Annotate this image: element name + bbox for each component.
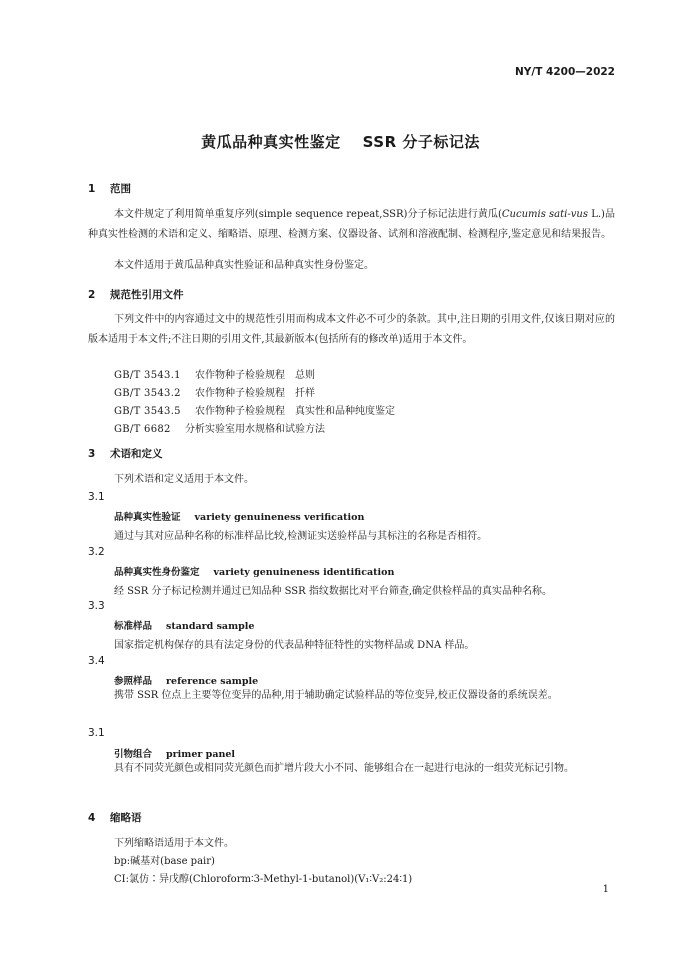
reference-item	[114, 366, 315, 381]
term-definition: 经 SSR 分子标记检测并通过已知品种 SSR 指纹数据比对平台筛查,确定供检样品的真实品种名称。	[114, 586, 553, 597]
scope-paragraph-2: 本文件适用于黄瓜品种真实性验证和品种真实性身份鉴定。	[114, 260, 374, 271]
reference-name: 农作物种子检验规程 真实性和品种纯度鉴定	[195, 406, 395, 417]
term-number: 3.3	[88, 600, 105, 612]
section-title: 缩略语	[110, 812, 142, 824]
term-heading	[114, 564, 394, 578]
term-definition: 国家指定机构保存的具有法定身份的代表品种特征特性的实物样品或 DNA 样品。	[114, 640, 475, 651]
reference-item	[114, 402, 395, 417]
title-part-2: SSR 分子标记法	[362, 133, 480, 151]
term-en: standard sample	[166, 621, 255, 632]
term-number: 3.2	[88, 546, 105, 558]
term-cn: 品种真实性身份鉴定	[114, 567, 200, 578]
terms-intro: 下列术语和定义适用于本文件。	[114, 474, 254, 485]
term-en: reference sample	[166, 676, 259, 687]
reference-name: 农作物种子检验规程 扦样	[195, 388, 315, 399]
section-title: 范围	[110, 183, 131, 195]
page-number: 1	[602, 884, 609, 895]
term-definition: 通过与其对应品种名称的标准样品比较,检测证实送验样品与其标注的名称是否相符。	[114, 531, 488, 542]
abbreviations-intro: 下列缩略语适用于本文件。	[114, 838, 234, 849]
document-code: NY/T 4200—2022	[515, 66, 615, 78]
scope-paragraph-1: 本文件规定了利用简单重复序列(simple sequence repeat,SSR)分子标记法进行黄瓜(Cucumis sati-vus L.)品种真实性检测的术语和定义、缩略语、原理、检测方案、仪器设备、试剂和溶液配制、检测程序,鉴定意见和结果报告。	[88, 209, 615, 240]
term-en: variety genuineness identification	[213, 567, 395, 578]
section-title: 术语和定义	[110, 448, 163, 460]
abbreviation-item: bp:碱基对(base pair)	[114, 856, 215, 867]
term-number: 3.1	[88, 491, 105, 503]
term-heading	[114, 746, 235, 760]
term-heading	[114, 618, 254, 632]
reference-name: 农作物种子检验规程 总则	[195, 370, 315, 381]
section-2-heading	[88, 287, 184, 302]
reference-name: 分析实验室用水规格和试验方法	[185, 424, 325, 435]
term-heading	[114, 673, 258, 687]
section-3-heading	[88, 446, 163, 461]
term-cn: 标准样品	[114, 621, 153, 632]
reference-item	[114, 384, 315, 399]
term-cn: 品种真实性验证	[114, 512, 181, 523]
section-number: 1	[88, 183, 96, 195]
term-number: 3.1	[88, 727, 105, 739]
reference-code: GB/T 6682	[114, 424, 171, 435]
section-1-heading	[88, 181, 131, 196]
title-part-1: 黄瓜品种真实性鉴定	[201, 133, 341, 151]
document-title	[0, 131, 681, 152]
reference-code: GB/T 3543.1	[114, 370, 181, 381]
term-definition: 具有不同荧光颜色或相同荧光颜色而扩增片段大小不同、能够组合在一起进行电泳的一组荧光标记引物。	[114, 763, 574, 774]
term-en: variety genuineness verification	[194, 512, 365, 523]
term-cn: 参照样品	[114, 676, 153, 687]
term-cn: 引物组合	[114, 749, 153, 760]
section-number: 2	[88, 289, 96, 301]
term-number: 3.4	[88, 655, 105, 667]
section-title: 规范性引用文件	[110, 289, 184, 301]
section-number: 3	[88, 448, 96, 460]
reference-code: GB/T 3543.2	[114, 388, 181, 399]
term-en: primer panel	[166, 749, 236, 760]
abbreviation-item: CI:氯仿∶异戊醇(Chloroform∶3-Methyl-1-butanol)(V₁∶V₂:24∶1)	[114, 874, 413, 885]
reference-item	[114, 420, 325, 435]
term-heading	[114, 509, 364, 523]
reference-code: GB/T 3543.5	[114, 406, 181, 417]
section-4-heading	[88, 810, 142, 825]
section-number: 4	[88, 812, 96, 824]
references-paragraph: 下列文件中的内容通过文中的规范性引用而构成本文件必不可少的条款。其中,注日期的引用文件,仅该日期对应的版本适用于本文件;不注日期的引用文件,其最新版本(包括所有的修改单)适用于本文件。	[88, 314, 615, 345]
term-definition: 携带 SSR 位点上主要等位变异的品种,用于辅助确定试验样品的等位变异,校正仪器设备的系统误差。	[114, 690, 558, 701]
